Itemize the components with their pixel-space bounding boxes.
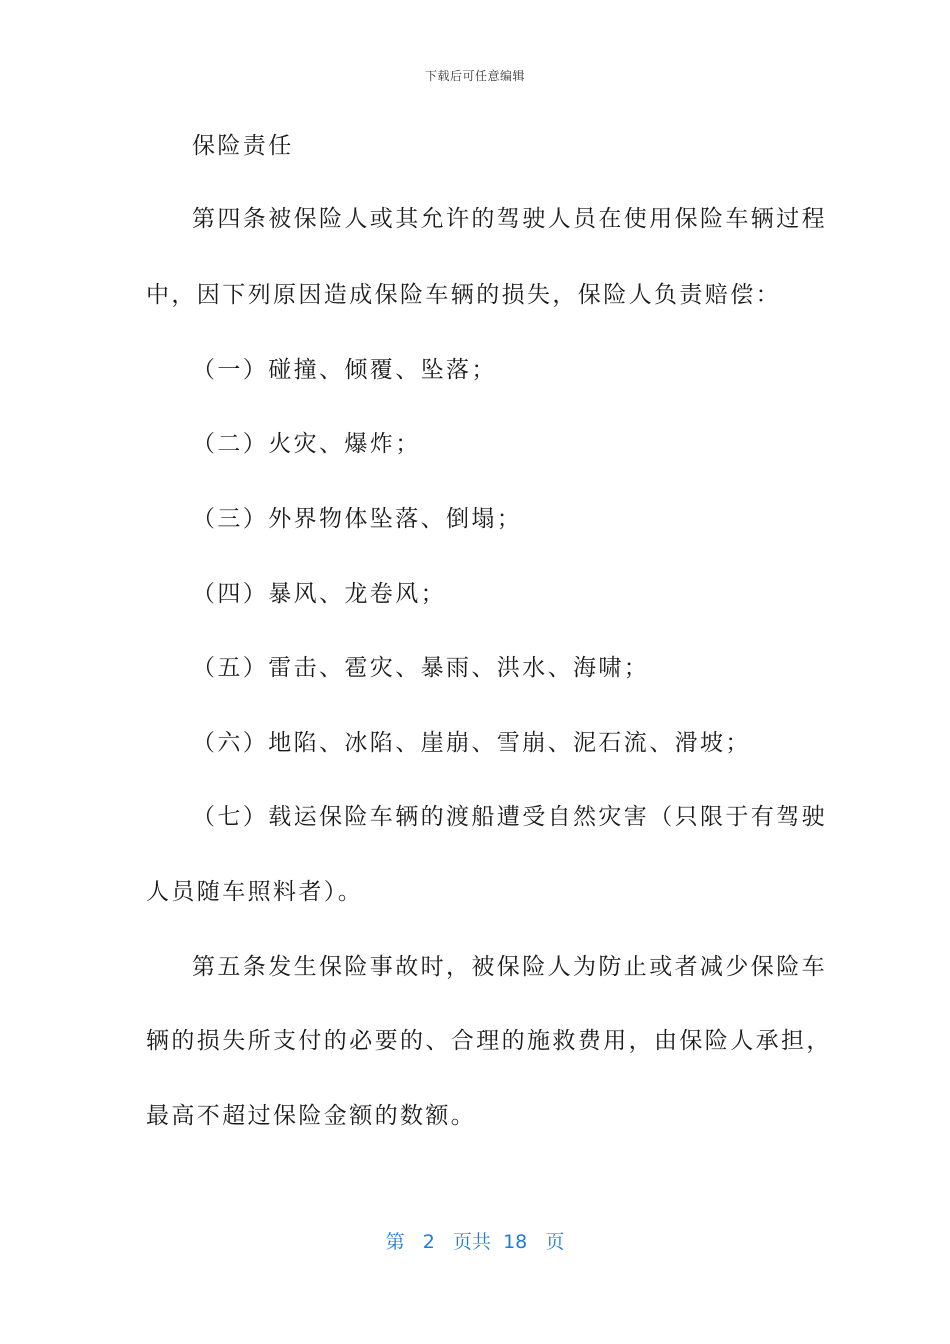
footer-prefix: 第 — [385, 1231, 405, 1253]
header-note: 下载后可任意编辑 — [424, 69, 525, 83]
paragraph-line: 最高不超过保险金额的数额。 — [146, 1103, 477, 1129]
list-item: （一）碰撞、倾覆、坠落； — [192, 357, 497, 383]
list-item: （四）暴风、龙卷风； — [192, 581, 446, 607]
list-item: （二）火灾、爆炸； — [192, 431, 421, 457]
footer-middle: 页共 — [452, 1231, 491, 1253]
list-item: （六）地陷、冰陷、崖崩、雪崩、泥石流、滑坡； — [192, 730, 751, 756]
paragraph-line: 人员随车照料者）。 — [146, 879, 364, 905]
paragraph-line: 辆的损失所支付的必要的、合理的施救费用，由保险人承担， — [146, 1028, 832, 1054]
footer-suffix: 页 — [545, 1231, 565, 1253]
page-footer — [0, 1227, 950, 1254]
paragraph-line: 第四条被保险人或其允许的驾驶人员在使用保险车辆过程 — [192, 206, 827, 232]
list-item: （五）雷击、雹灾、暴雨、洪水、海啸； — [192, 655, 650, 681]
list-item: （三）外界物体坠落、倒塌； — [192, 506, 523, 532]
paragraph-line: 第五条发生保险事故时，被保险人为防止或者减少保险车 — [192, 954, 827, 980]
list-item: （七）载运保险车辆的渡船遭受自然灾害（只限于有驾驶 — [192, 804, 827, 830]
page-number: 2 — [422, 1231, 435, 1253]
section-heading: 保险责任 — [192, 133, 294, 159]
page-total: 18 — [503, 1231, 528, 1253]
paragraph-line: 中，因下列原因造成保险车辆的损失，保险人负责赔偿： — [146, 282, 781, 308]
